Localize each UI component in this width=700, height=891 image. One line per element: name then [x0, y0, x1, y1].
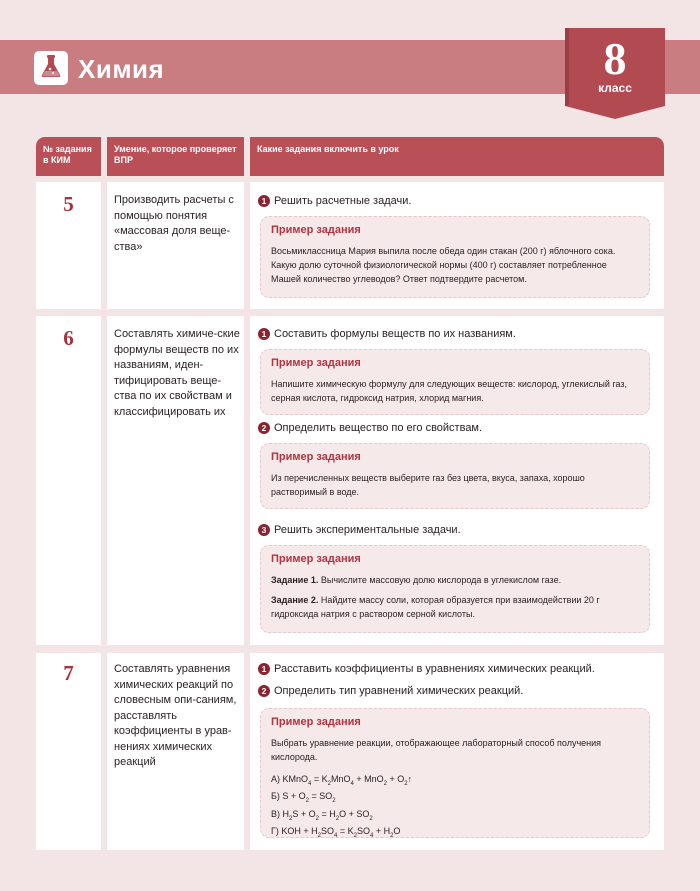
example-title: Пример задания	[271, 553, 361, 565]
answer-option: Г) KOH + $H_2SO_4 = K_2SO_4 + H_2O$	[271, 825, 401, 839]
task-text: Решить расчетные задачи.	[274, 195, 412, 207]
subject-title: Химия	[78, 54, 165, 84]
example-subtask	[271, 593, 639, 621]
table-row-number-cell	[36, 653, 101, 850]
column-header-tasks: Какие задания включить в урок	[250, 137, 664, 176]
table-row-number-cell	[36, 182, 101, 309]
example-box	[260, 443, 650, 509]
example-text: Выбрать уравнение реакции, отображающее лабораторный способ получения кислорода.	[271, 738, 602, 762]
task-item	[258, 684, 656, 698]
task-marker: 1	[258, 328, 270, 340]
skill-text: Составлять химиче-ские формулы веществ по их названиям, иден-тифицировать веще-ства по их свойствам и классифицировать их	[114, 328, 240, 418]
task-number: 7	[63, 661, 74, 685]
example-title: Пример задания	[271, 357, 361, 369]
table-row-tasks-cell	[250, 653, 664, 850]
task-item	[258, 662, 656, 676]
task-text: Определить вещество по его свойствам.	[274, 422, 483, 434]
flask-icon	[38, 53, 64, 84]
example-title: Пример задания	[271, 451, 361, 463]
example-box	[260, 708, 650, 838]
answer-option: В) $H_2S + O_2 = H_2O + SO_2$	[271, 808, 373, 822]
subtask-text: Вычислите массовую долю кислорода в углекислом газе.	[318, 575, 562, 585]
subtask-label: Задание 1.	[271, 575, 319, 585]
answer-option: Б) $S + O_2 = SO_2$	[271, 791, 336, 805]
example-box	[260, 545, 650, 633]
task-marker: 2	[258, 685, 270, 697]
task-item	[258, 194, 656, 208]
subtask-text: Найдите массу соли, которая образуется при взаимодействии 20 г гидроксида натрия с раствором серной кислоты.	[271, 595, 600, 619]
grade-number: 8	[603, 33, 627, 84]
example-box	[260, 216, 650, 298]
subject-logo	[34, 51, 68, 85]
example-title: Пример задания	[271, 224, 361, 236]
answer-option: А) KMnO$_4$ = $K_2MnO_4 + MnO_2$ + $O_2↑$	[271, 774, 413, 787]
table-row-number-cell	[36, 316, 101, 645]
table-row-tasks-cell	[250, 182, 664, 309]
task-marker: 1	[258, 195, 270, 207]
task-marker: 2	[258, 422, 270, 434]
grade-badge	[565, 28, 665, 119]
task-item	[258, 421, 656, 435]
example-title: Пример задания	[271, 716, 361, 728]
table-row-skill-cell	[107, 316, 244, 645]
task-text: Расставить коэффициенты в уравнениях химических реакций.	[274, 663, 595, 675]
task-marker: 3	[258, 524, 270, 536]
skill-text: Составлять уравнения химических реакций по словесным опи-саниям, расставлять коэффициенты в урав-нениях химических реакций	[114, 663, 237, 768]
example-box	[260, 349, 650, 415]
table-row-skill-cell	[107, 182, 244, 309]
task-text: Решить экспериментальные задачи.	[274, 524, 461, 536]
task-number: 6	[63, 326, 74, 350]
example-text: Восьмиклассница Мария выпила после обеда один стакан (200 г) яблочного сока. Какую долю суточной физиологической нормы (400 г) составляет потребленное Машей количество углеводов? Ответ подтвердите расчетом.	[271, 246, 616, 284]
example-subtask	[271, 573, 639, 587]
column-header-skill: Умение, которое проверяет ВПР	[107, 137, 244, 176]
task-text: Составить формулы веществ по их названиям.	[274, 328, 516, 340]
table-row-skill-cell	[107, 653, 244, 850]
example-text: Из перечисленных веществ выберите газ без цвета, вкуса, запаха, хорошо растворимый в воде.	[271, 473, 585, 497]
skill-text: Производить расчеты с помощью понятия «массовая доля веще-ства»	[114, 194, 234, 253]
subtask-label: Задание 2.	[271, 595, 319, 605]
table-row-tasks-cell	[250, 316, 664, 645]
example-text: Напишите химическую формулу для следующих веществ: кислород, углекислый газ, серная кислота, гидроксид натрия, хлорид магния.	[271, 379, 627, 403]
task-text: Определить тип уравнений химических реакций.	[274, 685, 524, 697]
grade-label: класс	[598, 81, 632, 95]
task-item	[258, 523, 656, 537]
task-marker: 1	[258, 663, 270, 675]
task-number: 5	[63, 192, 74, 216]
column-header-kim-number: № задания в КИМ	[36, 137, 101, 176]
task-item	[258, 327, 656, 341]
